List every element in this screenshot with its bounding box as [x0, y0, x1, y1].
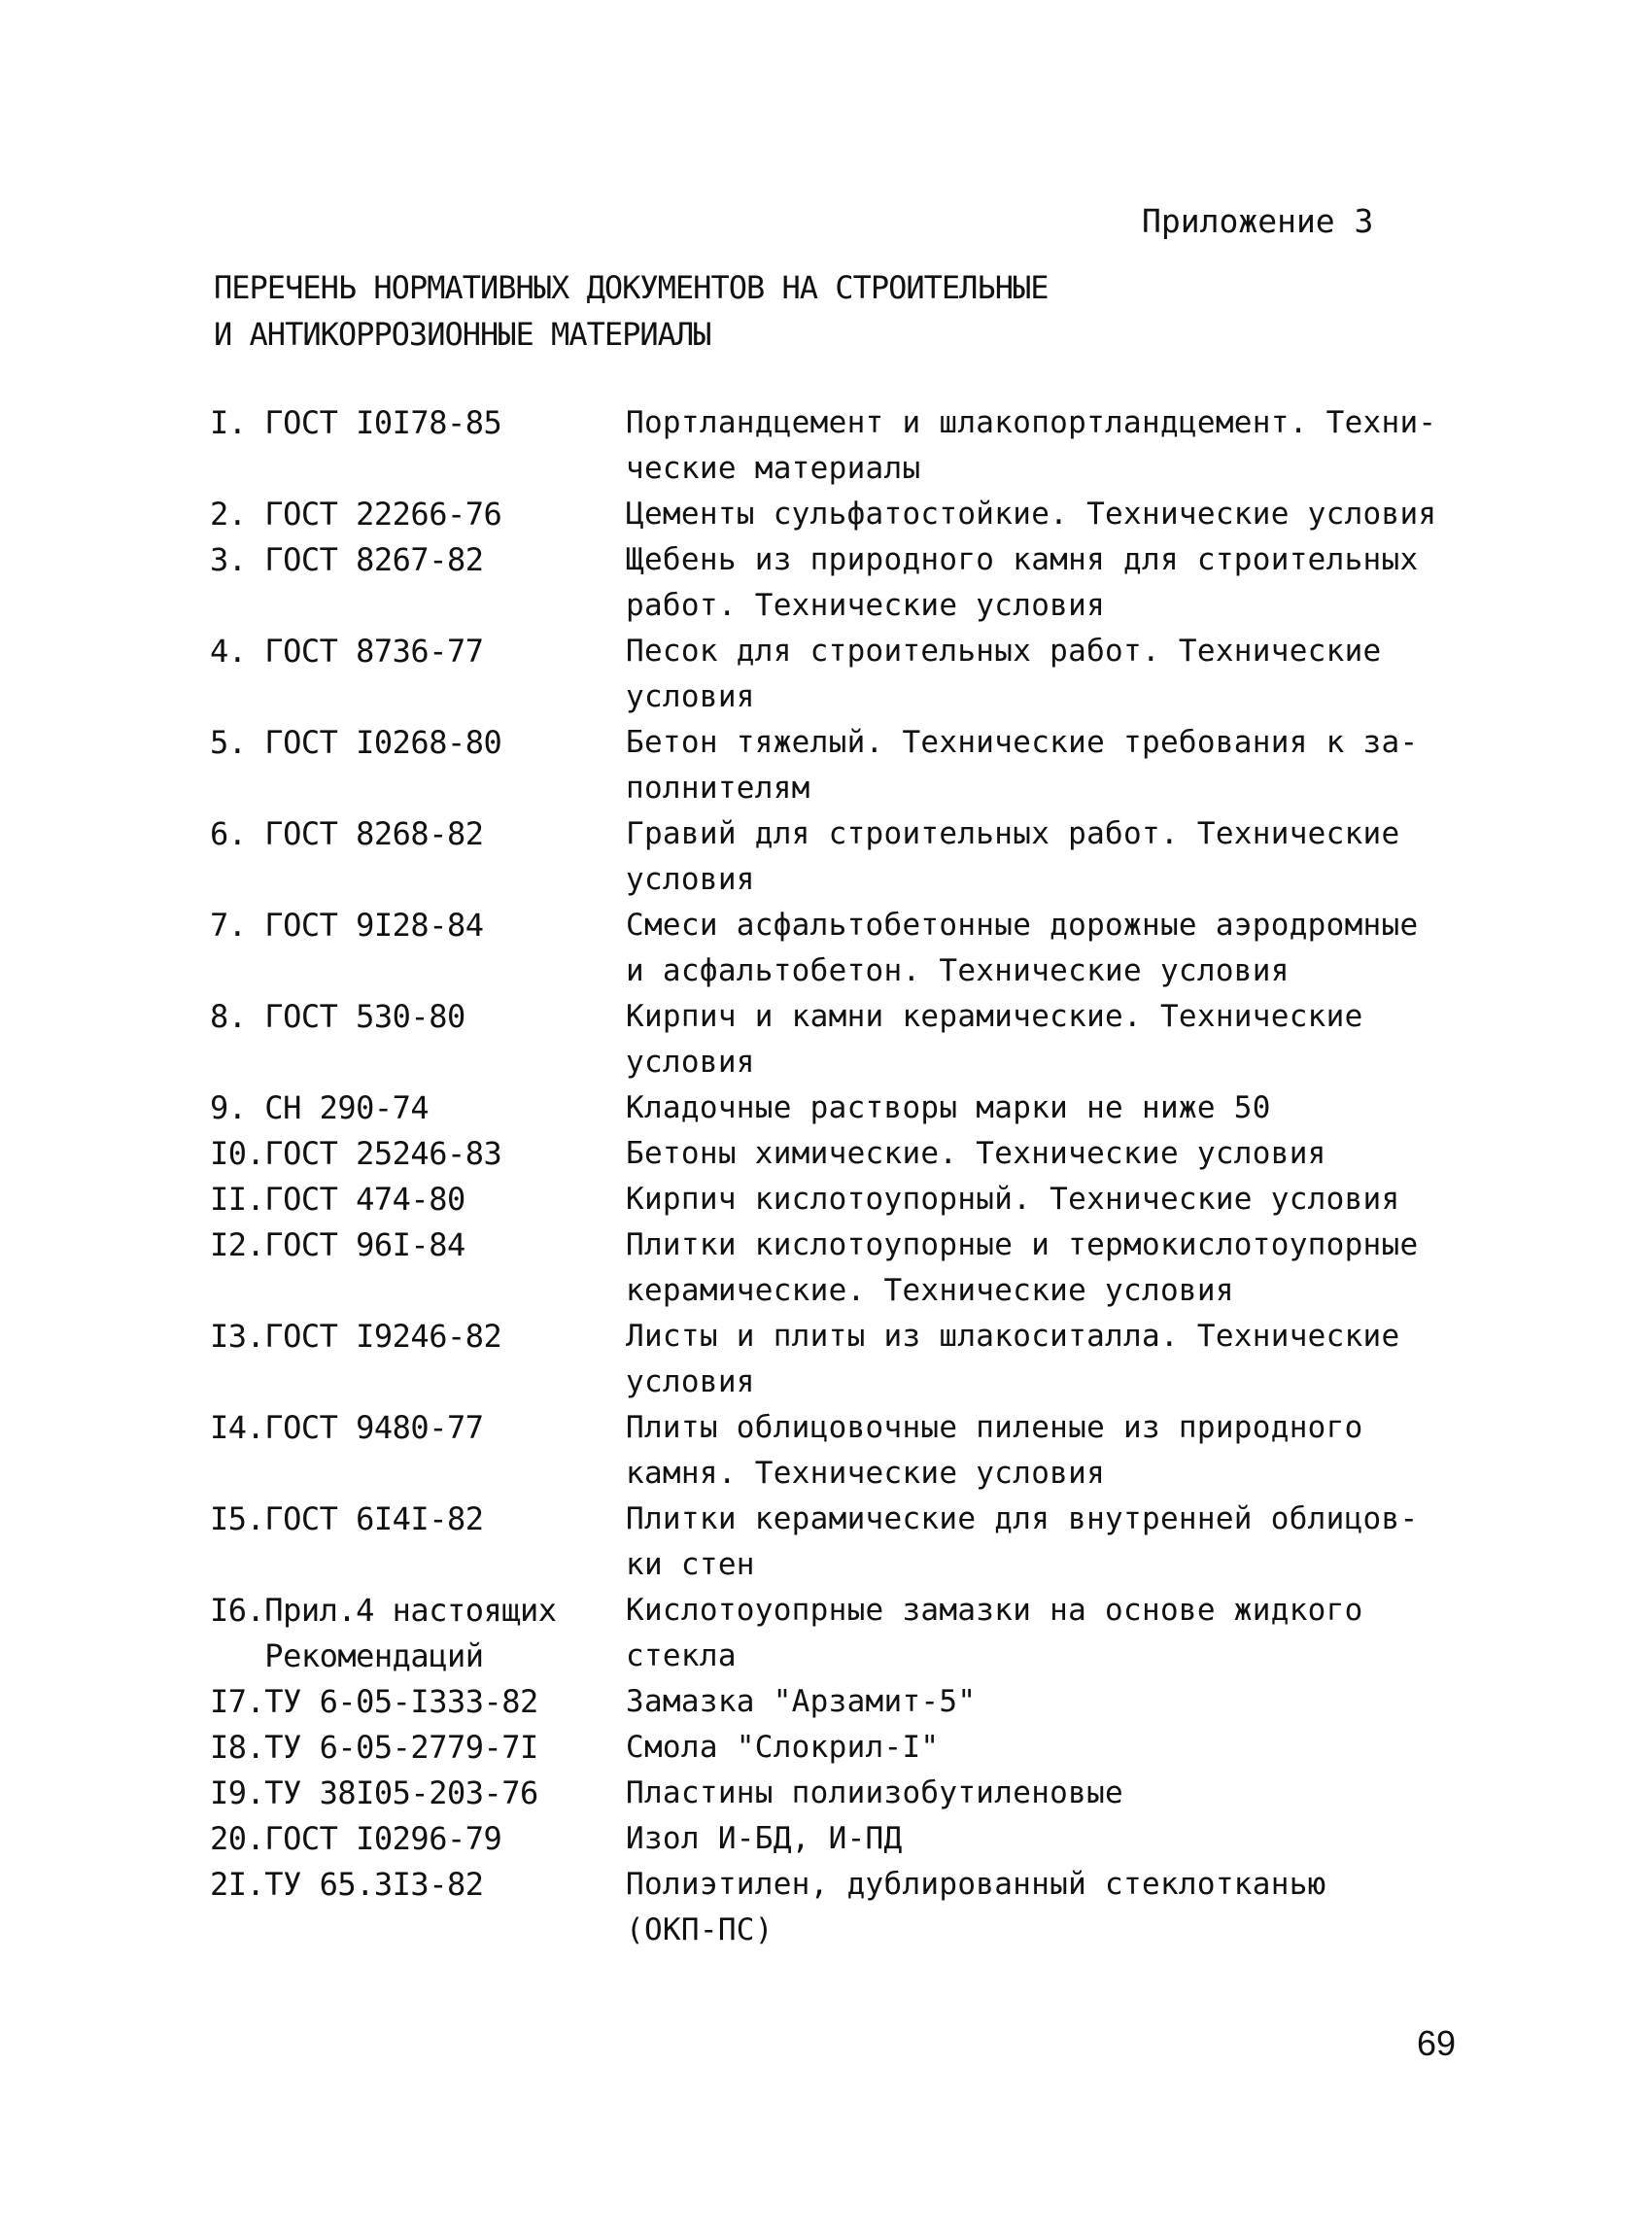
document-reference: [210, 1314, 626, 1360]
material-description-line: Смола "Слокрил-I": [626, 1730, 940, 1765]
list-item: [210, 1816, 1473, 1862]
list-item: [210, 1314, 1473, 1405]
document-reference-line: 2. ГОСТ 22266-76: [210, 496, 502, 533]
document-reference: [210, 1177, 626, 1222]
document-reference-line: 20.ГОСТ I0296-79: [210, 1820, 502, 1857]
material-description: [626, 1222, 1473, 1314]
material-description: [626, 1816, 1473, 1862]
material-description-line: и асфальтобетон. Технические условия: [626, 953, 1290, 988]
document-reference: [210, 1405, 626, 1451]
material-description-line: ки стен: [626, 1547, 755, 1582]
material-description-line: Бетоны химические. Технические условия: [626, 1136, 1326, 1171]
material-description-line: (ОКП-ПС): [626, 1912, 774, 1947]
material-description: [626, 1177, 1473, 1222]
material-description-line: Изол И-БД, И-ПД: [626, 1821, 903, 1856]
material-description-line: Кирпич и камни керамические. Технические: [626, 999, 1363, 1034]
list-item: [210, 400, 1473, 492]
material-description: [626, 903, 1473, 994]
material-description-line: Цементы сульфатостойкие. Технические условия: [626, 497, 1437, 532]
material-description-line: условия: [626, 1364, 755, 1399]
document-reference-line: 9. СН 290-74: [210, 1089, 430, 1126]
material-description: [626, 629, 1473, 720]
list-item: [210, 629, 1473, 720]
document-reference-line: I6.Прил.4 настоящих: [210, 1592, 557, 1629]
document-reference-line: I3.ГОСТ I9246-82: [210, 1318, 502, 1355]
material-description: [626, 1679, 1473, 1725]
list-item: [210, 492, 1473, 537]
document-reference-line: 4. ГОСТ 8736-77: [210, 633, 484, 670]
list-item: [210, 537, 1473, 629]
material-description: [626, 1131, 1473, 1177]
appendix-label: Приложение 3: [1142, 202, 1374, 240]
material-description: [626, 994, 1473, 1085]
document-reference-line: I0.ГОСТ 25246-83: [210, 1135, 502, 1172]
material-description: [626, 1771, 1473, 1816]
document-reference: [210, 811, 626, 857]
document-reference: [210, 903, 626, 948]
list-item: [210, 1085, 1473, 1131]
material-description-line: Плиты облицовочные пиленые из природного: [626, 1410, 1363, 1445]
document-reference: [210, 720, 626, 766]
material-description-line: Кирпич кислотоупорный. Технические условия: [626, 1182, 1400, 1217]
document-reference-line: I7.ТУ 6-05-I333-82: [210, 1683, 538, 1720]
material-description-line: Портландцемент и шлакопортландцемент. Техни-: [626, 405, 1437, 440]
material-description: [626, 1085, 1473, 1131]
document-reference-line: 2I.ТУ 65.3I3-82: [210, 1866, 484, 1903]
material-description-line: ческие материалы: [626, 451, 921, 486]
document-reference-line: I2.ГОСТ 96I-84: [210, 1226, 465, 1263]
document-reference: [210, 1679, 626, 1725]
material-description: [626, 1405, 1473, 1497]
list-item: [210, 1862, 1473, 1953]
document-reference: [210, 492, 626, 537]
document-reference: [210, 994, 626, 1040]
document-reference: [210, 1816, 626, 1862]
list-item: [210, 720, 1473, 811]
document-reference-line: I. ГОСТ I0I78-85: [210, 404, 502, 441]
document-reference-line: II.ГОСТ 474-80: [210, 1181, 465, 1218]
material-description: [626, 537, 1473, 629]
material-description-line: Замазка "Арзамит-5": [626, 1684, 977, 1719]
document-reference: [210, 1497, 626, 1542]
document-reference-line: I4.ГОСТ 9480-77: [210, 1409, 484, 1446]
list-item: [210, 811, 1473, 903]
material-description-line: Песок для строительных работ. Технические: [626, 634, 1382, 669]
material-description-line: Полиэтилен, дублированный стеклотканью: [626, 1867, 1326, 1902]
document-reference: [210, 1771, 626, 1816]
document-title: [214, 264, 1048, 358]
document-reference-line: I5.ГОСТ 6I4I-82: [210, 1500, 484, 1537]
document-reference-line: 7. ГОСТ 9I28-84: [210, 907, 484, 944]
document-reference: [210, 537, 626, 583]
material-description: [626, 811, 1473, 903]
list-item: [210, 1222, 1473, 1314]
document-title-line-1: ПЕРЕЧЕНЬ НОРМАТИВНЫХ ДОКУМЕНТОВ НА СТРОИТЕЛЬНЫЕ: [214, 269, 1049, 306]
document-reference: [210, 1085, 626, 1131]
normative-documents-list: [210, 400, 1473, 1953]
material-description-line: Листы и плиты из шлакоситалла. Технические: [626, 1319, 1400, 1354]
document-reference: [210, 400, 626, 446]
list-item: [210, 1131, 1473, 1177]
document-reference: [210, 629, 626, 674]
document-reference-line: Рекомендаций: [210, 1637, 484, 1674]
material-description-line: условия: [626, 679, 755, 714]
material-description-line: Кладочные растворы марки не ниже 50: [626, 1090, 1271, 1125]
material-description: [626, 1588, 1473, 1679]
document-reference: [210, 1588, 626, 1679]
list-item: [210, 1588, 1473, 1679]
list-item: [210, 1497, 1473, 1588]
material-description-line: полнителям: [626, 771, 810, 806]
document-reference-line: 3. ГОСТ 8267-82: [210, 541, 484, 578]
material-description-line: Смеси асфальтобетонные дорожные аэродромные: [626, 908, 1419, 943]
list-item: [210, 1405, 1473, 1497]
list-item: [210, 1679, 1473, 1725]
material-description-line: Щебень из природного камня для строительных: [626, 542, 1419, 577]
material-description-line: условия: [626, 862, 755, 897]
material-description-line: керамические. Технические условия: [626, 1273, 1234, 1308]
material-description: [626, 1725, 1473, 1771]
list-item: [210, 1725, 1473, 1771]
material-description-line: Бетон тяжелый. Технические требования к за-: [626, 725, 1419, 760]
material-description: [626, 1497, 1473, 1588]
material-description: [626, 720, 1473, 811]
material-description-line: условия: [626, 1045, 755, 1080]
material-description-line: Кислотоуопрные замазки на основе жидкого: [626, 1593, 1363, 1628]
material-description-line: работ. Технические условия: [626, 588, 1106, 623]
document-reference: [210, 1862, 626, 1908]
material-description-line: Гравий для строительных работ. Технические: [626, 816, 1400, 851]
list-item: [210, 903, 1473, 994]
material-description-line: Пластины полиизобутиленовые: [626, 1775, 1124, 1810]
document-reference: [210, 1725, 626, 1771]
list-item: [210, 1177, 1473, 1222]
document-reference-line: I8.ТУ 6-05-2779-7I: [210, 1729, 538, 1766]
list-item: [210, 1771, 1473, 1816]
material-description: [626, 1862, 1473, 1953]
page-number: 69: [1417, 2023, 1457, 2063]
document-reference-line: 8. ГОСТ 530-80: [210, 998, 465, 1035]
material-description: [626, 400, 1473, 492]
document-title-line-2: И АНТИКОРРОЗИОННЫЕ МАТЕРИАЛЫ: [214, 316, 711, 353]
document-reference: [210, 1222, 626, 1268]
material-description-line: стекла: [626, 1638, 737, 1673]
document-reference-line: I9.ТУ 38I05-203-76: [210, 1774, 538, 1811]
list-item: [210, 994, 1473, 1085]
material-description-line: камня. Технические условия: [626, 1456, 1106, 1491]
material-description: [626, 1314, 1473, 1405]
material-description-line: Плитки керамические для внутренней облицов-: [626, 1501, 1419, 1536]
material-description-line: Плитки кислотоупорные и термокислотоупорные: [626, 1227, 1419, 1262]
material-description: [626, 492, 1473, 537]
document-reference: [210, 1131, 626, 1177]
document-reference-line: 6. ГОСТ 8268-82: [210, 815, 484, 852]
document-reference-line: 5. ГОСТ I0268-80: [210, 724, 502, 761]
